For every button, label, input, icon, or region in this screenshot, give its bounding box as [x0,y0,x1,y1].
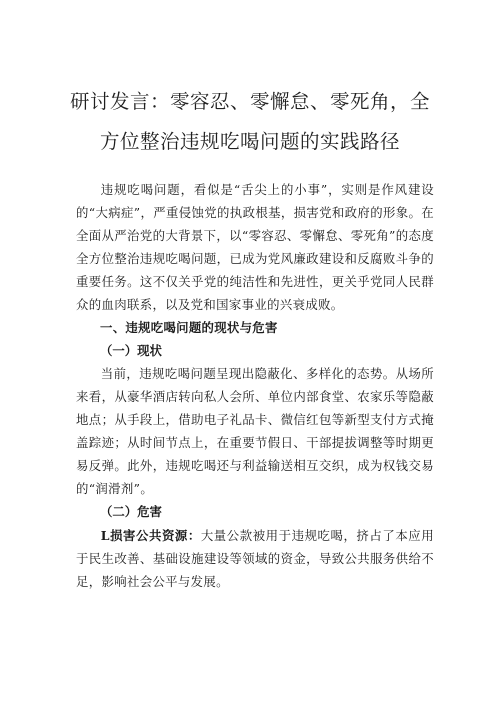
harm-paragraph-body: 大量公款被用于违规吃喝，挤占了本应用于民生改善、基础设施建设等领域的资金，导致公共服务供给不足，影响社会公平与发展。 [76,528,434,589]
section-heading-1: 一、违规吃喝问题的现状与危害 [100,320,278,335]
document-title-line-2: 方位整治违规吃喝问题的实践路径 [99,130,400,153]
subsection-heading-status: （一）现状 [100,343,162,358]
subsection-heading-harm: （二）危害 [100,504,162,519]
document-title-line-1: 研讨发言：零容忍、零懈怠、零死角，全 [69,90,430,113]
harm-paragraph [76,524,434,593]
harm-paragraph-lead: L损害公共资源： [100,528,201,543]
intro-paragraph: 违规吃喝问题，看似是“舌尖上的小事”，实则是作风建设的“大病症”，严重侵蚀党的执政根基，损害党和政府的形象。在全面从严治党的大背景下，以“零容忍、零懈怠、零死角”的态度全方位整治违规吃喝问题，已成为党风廉政建设和反腐败斗争的重要任务。这不仅关乎党的纯洁性和先进性，更关乎党同人民群众的血肉联系，以及党和国家事业的兴衰成败。 [76,182,434,312]
status-paragraph: 当前，违规吃喝问题呈现出隐蔽化、多样化的态势。从场所来看，从豪华酒店转向私人会所、单位内部食堂、农家乐等隐蔽地点；从手段上，借助电子礼品卡、微信红包等新型支付方式掩盖踪迹；从时间节点上，在重要节假日、干部提拔调整等时期更易反弹。此外，违规吃喝还与利益输送相互交织，成为权钱交易的“润滑剂”。 [76,366,434,496]
